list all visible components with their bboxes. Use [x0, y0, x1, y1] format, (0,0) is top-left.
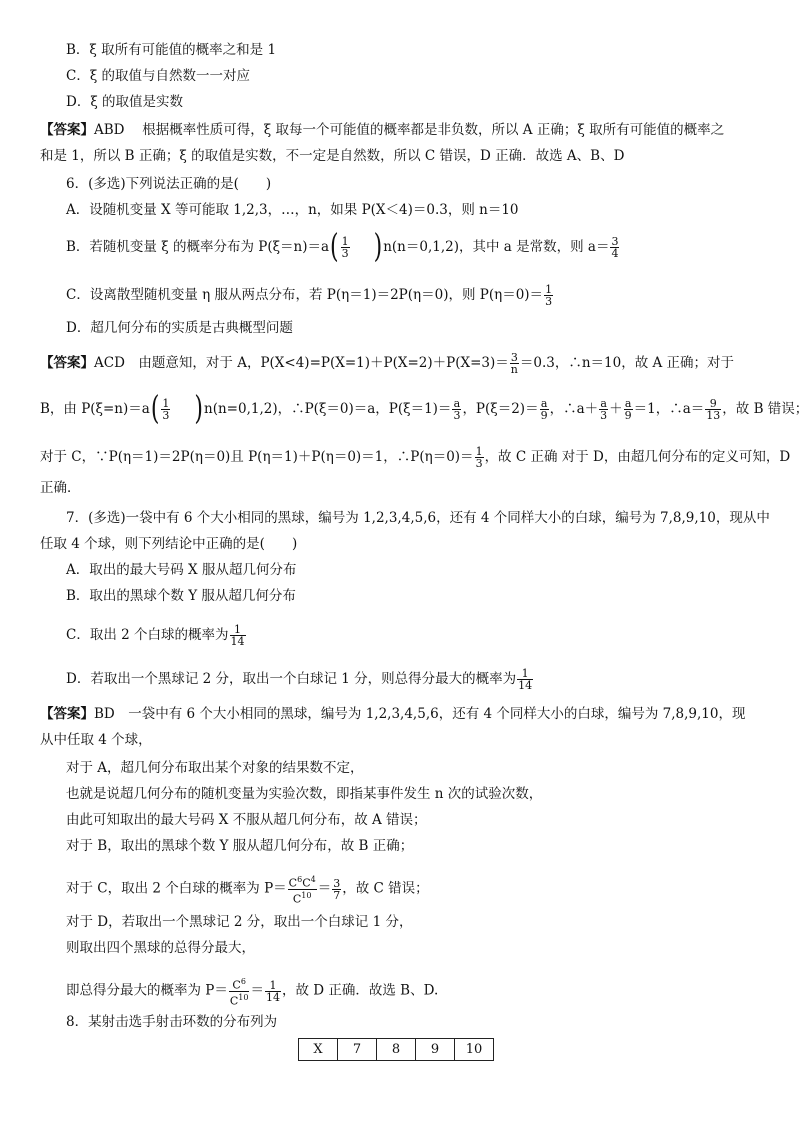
q6-option-c — [66, 284, 554, 307]
fraction: $\frac{3}{n}$ — [510, 351, 518, 376]
q7-explain-4: 对于 B，取出的黑球个数 Y 服从超几何分布，故 B 正确； — [66, 838, 414, 854]
fraction: $\frac{3}{7}$ — [333, 876, 341, 902]
q7-answer-line2: 从中任取 4 个球， — [40, 732, 152, 748]
q7-explain-8: 即总得分最大的概率为 P＝ $\frac{C^6}{C^{10}}$ ＝ $\frac{1}{14}$ ，故 D 正确．故选 B、D. — [66, 977, 439, 1008]
distribution-table — [298, 1038, 494, 1061]
q6-option-d: D．超几何分布的实质是古典概型问题 — [66, 320, 293, 336]
table-cell: 9 — [416, 1039, 455, 1061]
q5-answer-line2: 和是 1，所以 B 正确；ξ 的取值是实数，不一定是自然数，所以 C 错误，D 正确．故选 A、B、D — [40, 148, 625, 164]
q6-stem: 6．(多选)下列说法正确的是( ) — [66, 176, 272, 192]
q5-option-c: C．ξ 的取值与自然数一一对应 — [66, 68, 251, 84]
table-row — [299, 1039, 494, 1061]
fraction: $\frac{3}{4}$ — [611, 235, 619, 260]
fraction: $\frac{9}{13}$ — [706, 397, 721, 422]
table-cell: 7 — [338, 1039, 377, 1061]
fraction: $\frac{1}{14}$ — [265, 978, 280, 1004]
q6-answer-line1: 【答案】ACD 由题意知，对于 A，P(X<4)=P(X=1)＋P(X=2)＋P(X=3)＝ $\frac{3}{n}$ ＝0.3，∴n＝10，故 A 正确；对于 — [40, 351, 735, 376]
fraction: $\frac{1}{3}$ — [341, 235, 349, 260]
q7-option-a: A．取出的最大号码 X 服从超几何分布 — [66, 562, 297, 578]
fraction: $\frac{a}{3}$ — [453, 397, 461, 422]
q6-option-c-text: C．设离散型随机变量 η 服从两点分布，若 P(η＝1)＝2P(η＝0)，则 P(η＝0)＝ — [66, 287, 544, 303]
fraction: $\frac{a}{3}$ — [600, 397, 608, 422]
q5-option-d: D．ξ 的取值是实数 — [66, 94, 184, 110]
fraction: $\frac{1}{14}$ — [230, 623, 245, 648]
fraction: $\frac{C^6}{C^{10}}$ — [229, 977, 249, 1008]
q7-explain-5: 对于 C，取出 2 个白球的概率为 P＝ $\frac{C^6C^4}{C^{10}}$ ＝ $\frac{3}{7}$ ，故 C 错误； — [66, 875, 429, 906]
q6-answer-line4: 正确． — [40, 480, 81, 496]
fraction: $\frac{1}{14}$ — [518, 667, 533, 692]
q6-option-b: B．若随机变量 ξ 的概率分布为 P(ξ＝n)＝a( $\frac{1}{3}$ )n(n＝0,1,2)，其中 a 是常数，则 a＝ $\frac{3}{4}$ — [66, 228, 619, 266]
q5-option-b: B．ξ 取所有可能值的概率之和是 1 — [66, 42, 277, 58]
q6-answer-line2: B，由 P(ξ=n)＝a( $\frac{1}{3}$ )n(n=0,1,2)，∴P(ξ＝0)＝a，P(ξ＝1)＝ $\frac{a}{3}$ ，P(ξ＝2)＝ $\frac{a}{9}$ ，∴a＋ $\frac{a}{3}$ ＋ $\frac{a}{9}$ ＝1，∴a＝ $\frac{9}{13}$ ，故 B 错误； — [40, 390, 808, 428]
q5-answer-text: ABD 根据概率性质可得，ξ 取每一个可能值的概率都是非负数，所以 A 正确；ξ 取所有可能值的概率之 — [94, 122, 725, 138]
q6-option-a: A．设随机变量 X 等可能取 1,2,3，…，n，如果 P(X＜4)＝0.3，则 n＝10 — [66, 202, 519, 218]
q7-option-d: D．若取出一个黑球记 2 分，取出一个白球记 1 分，则总得分最大的概率为 $\frac{1}{14}$ — [66, 667, 533, 692]
q7-explain-3: 由此可知取出的最大号码 X 不服从超几何分布，故 A 错误； — [66, 812, 427, 828]
fraction: $\frac{a}{9}$ — [624, 397, 632, 422]
fraction: $\frac{1}{3}$ — [475, 445, 483, 470]
q7-stem-line2: 任取 4 个球，则下列结论中正确的是( ) — [40, 536, 298, 552]
q6-option-b-mid: n(n＝0,1,2)，其中 a 是常数，则 a＝ — [383, 239, 610, 255]
q7-option-c: C．取出 2 个白球的概率为 $\frac{1}{14}$ — [66, 623, 245, 648]
q7-explain-2: 也就是说超几何分布的随机变量为实验次数，即指某事件发生 n 次的试验次数， — [66, 786, 543, 802]
table-cell: X — [299, 1039, 338, 1061]
q7-explain-6: 对于 D，若取出一个黑球记 2 分，取出一个白球记 1 分， — [66, 914, 413, 930]
answer-tag: 【答案】 — [40, 122, 94, 138]
q8-stem: 8．某射击选手射击环数的分布列为 — [66, 1014, 278, 1030]
q6-option-b-text: B．若随机变量 ξ 的概率分布为 P(ξ＝n)＝a — [66, 239, 330, 255]
q7-answer-line1: 【答案】BD 一袋中有 6 个大小相同的黑球，编号为 1,2,3,4,5,6，还有 4 个同样大小的白球，编号为 7,8,9,10，现 — [40, 706, 746, 722]
answer-tag: 【答案】 — [40, 355, 94, 371]
fraction: $\frac{1}{3}$ — [162, 397, 170, 422]
table-cell: 8 — [377, 1039, 416, 1061]
q7-explain-7: 则取出四个黑球的总得分最大， — [66, 940, 255, 956]
fraction: $\frac{C^6C^4}{C^{10}}$ — [288, 875, 316, 906]
answer-tag: 【答案】 — [40, 706, 94, 722]
q7-option-b: B．取出的黑球个数 Y 服从超几何分布 — [66, 588, 296, 604]
fraction: $\frac{1}{3}$ — [545, 283, 553, 308]
q7-stem-line1: 7．(多选)一袋中有 6 个大小相同的黑球，编号为 1,2,3,4,5,6，还有 4 个同样大小的白球，编号为 7,8,9,10，现从中 — [66, 510, 770, 526]
q5-answer-line1 — [40, 120, 724, 140]
q6-answer-line3: 对于 C，∵P(η＝1)＝2P(η＝0)且 P(η＝1)＋P(η＝0)＝1，∴P(η＝0)＝ $\frac{1}{3}$ ，故 C 正确 对于 D，由超几何分布的定义可知，D — [40, 445, 791, 470]
table-cell: 10 — [455, 1039, 494, 1061]
q7-explain-1: 对于 A，超几何分布取出某个对象的结果数不定， — [66, 760, 364, 776]
fraction: $\frac{a}{9}$ — [540, 397, 548, 422]
